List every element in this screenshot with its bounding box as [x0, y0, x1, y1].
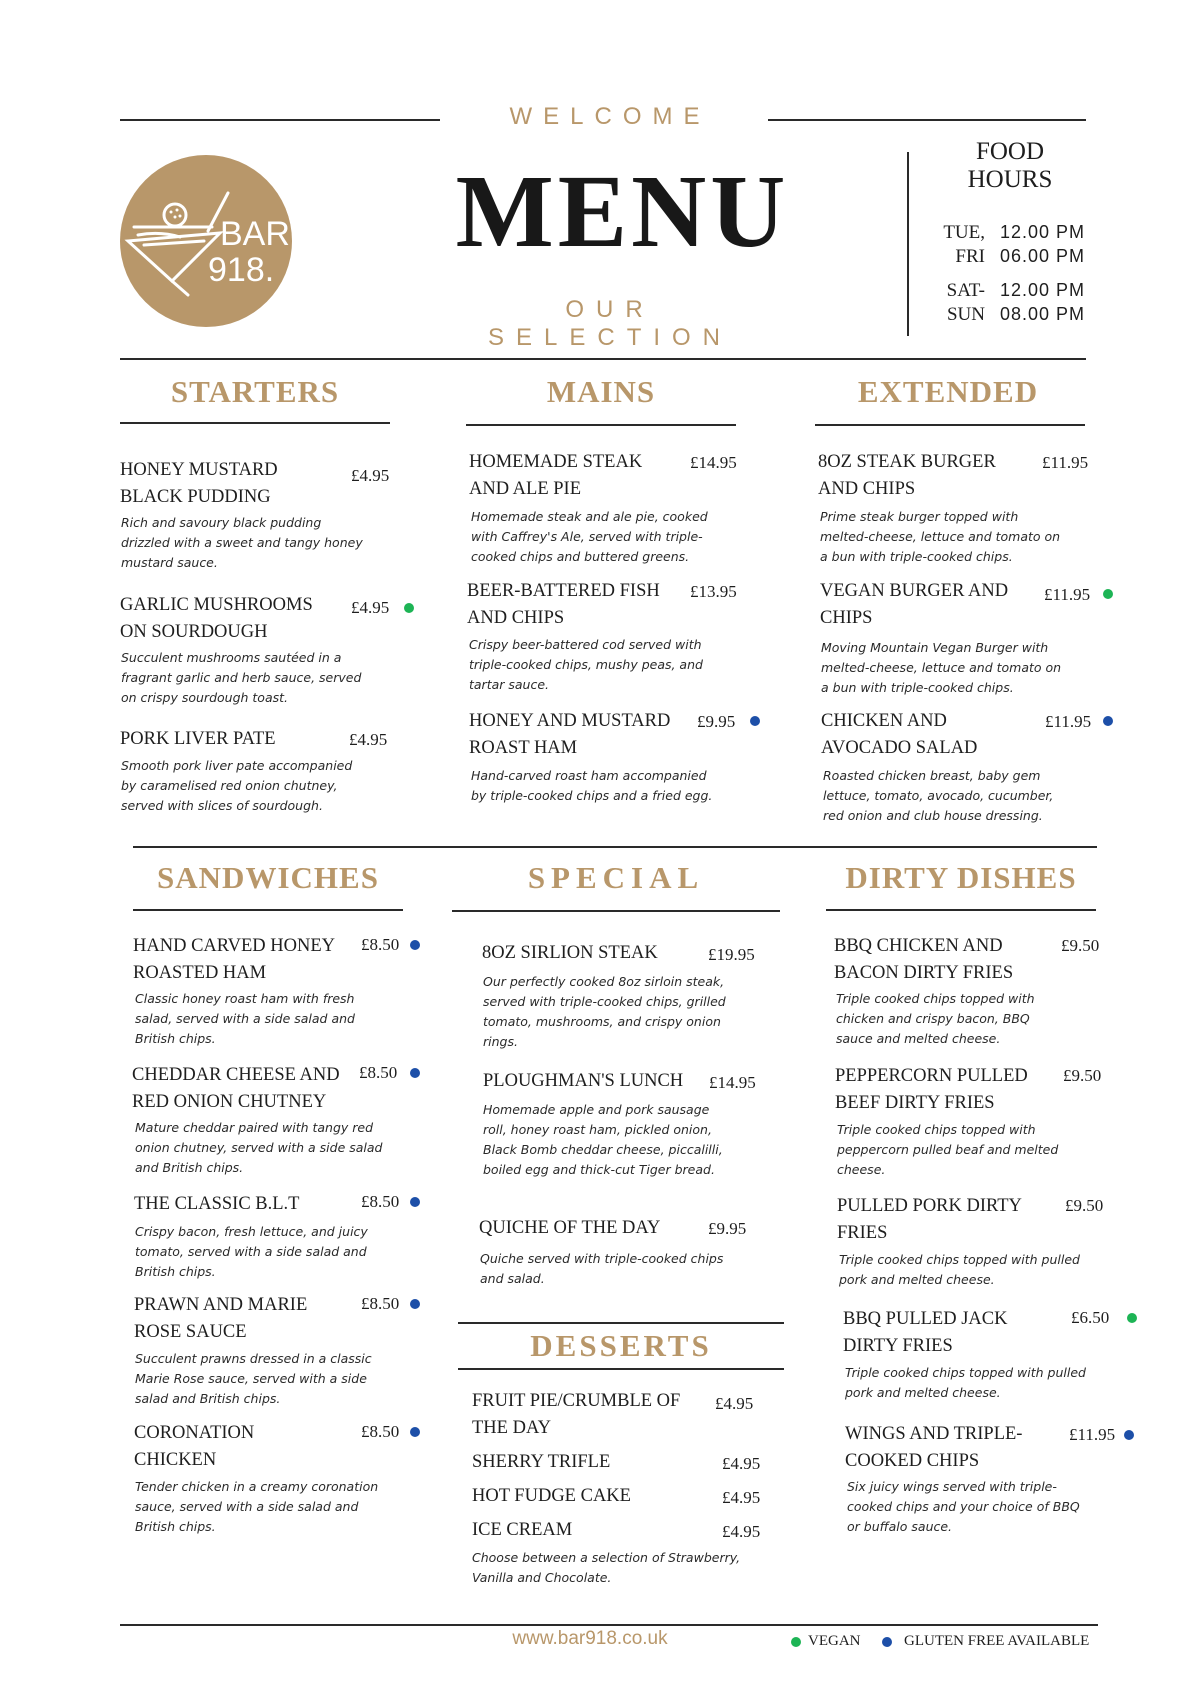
item-description: Crispy bacon, fresh lettuce, and juicy: [135, 1224, 368, 1239]
item-description: Mature cheddar paired with tangy red: [135, 1120, 374, 1135]
item-price: £4.95: [351, 466, 390, 485]
header-rule-left: [120, 119, 440, 121]
item-description: Succulent prawns dressed in a classic: [135, 1351, 372, 1366]
item-description: roll, honey roast ham, pickled onion,: [483, 1122, 712, 1137]
hours-day: TUE,: [943, 222, 985, 243]
item-description: a bun with triple-cooked chips.: [820, 549, 1013, 564]
item-price: £4.95: [715, 1394, 754, 1413]
gluten-free-marker: [410, 1068, 420, 1078]
item-description: Marie Rose sauce, served with a side: [135, 1371, 367, 1386]
item-name: ROSE SAUCE: [134, 1322, 247, 1342]
item-description: Crispy beer-battered cod served with: [469, 637, 702, 652]
item-price: £6.50: [1071, 1308, 1110, 1327]
item-name: CHEDDAR CHEESE AND: [132, 1065, 340, 1085]
item-description: triple-cooked chips, mushy peas, and: [469, 657, 703, 672]
item-description: British chips.: [135, 1031, 216, 1046]
hours-day: SAT-: [946, 280, 985, 301]
item-price: £9.50: [1063, 1066, 1102, 1085]
item-price: £9.95: [708, 1219, 747, 1238]
item-name: BBQ PULLED JACK: [843, 1309, 1008, 1329]
item-description: tomato, mushrooms, and crispy onion: [483, 1014, 721, 1029]
item-name: HONEY MUSTARD: [120, 460, 278, 480]
item-description: fragrant garlic and herb sauce, served: [121, 670, 362, 685]
item-description: pork and melted cheese.: [839, 1272, 995, 1287]
item-name: HOT FUDGE CAKE: [472, 1486, 631, 1506]
item-description: melted-cheese, lettuce and tomato on: [820, 529, 1061, 544]
item-description: Triple cooked chips topped with pulled: [845, 1365, 1086, 1380]
item-price: £14.95: [709, 1073, 756, 1092]
item-description: cheese.: [837, 1162, 886, 1177]
item-price: £8.50: [361, 1192, 400, 1211]
vegan-marker: [1127, 1313, 1137, 1323]
gluten-free-marker: [410, 940, 420, 950]
logo-text-918: 918.: [208, 251, 275, 289]
item-name: DIRTY FRIES: [843, 1336, 953, 1356]
item-description: Six juicy wings served with triple-: [847, 1479, 1057, 1494]
item-description: Classic honey roast ham with fresh: [135, 991, 355, 1006]
item-name: 8OZ STEAK BURGER: [818, 452, 996, 472]
item-description: drizzled with a sweet and tangy honey: [121, 535, 363, 550]
item-name: CHIPS: [820, 608, 873, 628]
section-title-starters: STARTERS: [170, 374, 340, 409]
item-name: THE DAY: [472, 1418, 551, 1438]
item-description: Homemade steak and ale pie, cooked: [471, 509, 708, 524]
section-rule: [466, 424, 736, 426]
item-price: £4.95: [722, 1454, 761, 1473]
hours-title: FOOD HOURS: [967, 138, 1053, 193]
item-name: BEER-BATTERED FISH: [467, 581, 660, 601]
item-description: mustard sauce.: [121, 555, 218, 570]
item-price: £4.95: [349, 730, 388, 749]
item-description: rings.: [483, 1034, 518, 1049]
item-name: CORONATION: [134, 1423, 255, 1443]
item-price: £11.95: [1045, 712, 1092, 731]
item-description: British chips.: [135, 1264, 216, 1279]
vegan-marker: [404, 603, 414, 613]
item-name: CHICKEN: [134, 1450, 217, 1470]
item-description: Quiche served with triple-cooked chips: [480, 1251, 724, 1266]
item-price: £8.50: [361, 1422, 400, 1441]
vegan-legend-label: VEGAN: [808, 1633, 861, 1649]
item-name: PEPPERCORN PULLED: [835, 1066, 1028, 1086]
hours-day: SUN: [946, 304, 985, 325]
item-name: FRUIT PIE/CRUMBLE OF: [472, 1391, 681, 1411]
footer-rule: [120, 1624, 1098, 1626]
item-price: £11.95: [1069, 1425, 1116, 1444]
item-description: by triple-cooked chips and a fried egg.: [471, 788, 713, 803]
website-link[interactable]: www.bar918.co.uk: [512, 1628, 668, 1649]
item-name: BLACK PUDDING: [120, 487, 271, 507]
item-name: BEEF DIRTY FRIES: [835, 1093, 995, 1113]
item-name: WINGS AND TRIPLE-: [845, 1424, 1023, 1444]
section-title-extended: EXTENDED: [857, 374, 1039, 409]
item-description: peppercorn pulled beaf and melted: [837, 1142, 1059, 1157]
item-description: cooked chips and your choice of BBQ: [847, 1499, 1080, 1514]
item-name: AVOCADO SALAD: [821, 738, 978, 758]
item-name: FRIES: [837, 1223, 888, 1243]
item-price: £11.95: [1042, 453, 1089, 472]
section-rule: [458, 1368, 784, 1370]
item-price: £11.95: [1044, 585, 1091, 604]
item-name: RED ONION CHUTNEY: [132, 1092, 327, 1112]
item-name: ON SOURDOUGH: [120, 622, 268, 642]
section-title-desserts: DESSERTS: [530, 1328, 712, 1363]
header-rule-right: [768, 119, 1086, 121]
item-price: £8.50: [361, 1294, 400, 1313]
vegan-marker: [1103, 589, 1113, 599]
gluten-free-marker: [1124, 1430, 1134, 1440]
item-description: boiled egg and thick-cut Tiger bread.: [483, 1162, 715, 1177]
item-price: £13.95: [690, 582, 737, 601]
item-description: Moving Mountain Vegan Burger with: [821, 640, 1049, 655]
item-name: VEGAN BURGER AND: [820, 581, 1009, 601]
item-description: salad, served with a side salad and: [135, 1011, 355, 1026]
gluten-free-legend-label: GLUTEN FREE AVAILABLE: [904, 1633, 1090, 1649]
item-price: £14.95: [690, 453, 737, 472]
section-rule: [133, 909, 403, 911]
item-name: PORK LIVER PATE: [120, 729, 276, 749]
item-name: BACON DIRTY FRIES: [834, 963, 1014, 983]
gluten-free-legend-marker: [882, 1637, 892, 1647]
subtitle: OUR SELECTION: [487, 296, 733, 351]
bar918-logo: [120, 155, 292, 327]
item-description: tartar sauce.: [469, 677, 550, 692]
item-name: HOMEMADE STEAK: [469, 452, 643, 472]
page-title: MENU: [455, 154, 790, 269]
item-description: by caramelised red onion chutney,: [121, 778, 338, 793]
item-description: Black Bomb cheddar cheese, piccalilli,: [483, 1142, 723, 1157]
item-description: served with slices of sourdough.: [121, 798, 323, 813]
item-description: chicken and crispy bacon, BBQ: [836, 1011, 1030, 1026]
gluten-free-marker: [750, 716, 760, 726]
section-rule: [120, 422, 390, 424]
item-name: HAND CARVED HONEY: [133, 936, 336, 956]
item-price: £4.95: [722, 1522, 761, 1541]
item-description: Triple cooked chips topped with: [837, 1122, 1036, 1137]
item-description: lettuce, tomato, avocado, cucumber,: [823, 788, 1054, 803]
item-name: PLOUGHMAN'S LUNCH: [483, 1071, 684, 1091]
item-name: PULLED PORK DIRTY: [837, 1196, 1022, 1216]
item-description: sauce and melted cheese.: [836, 1031, 1001, 1046]
item-description: a bun with triple-cooked chips.: [821, 680, 1014, 695]
item-name: GARLIC MUSHROOMS: [120, 595, 313, 615]
logo-text-bar: BAR: [220, 215, 290, 253]
item-name: PRAWN AND MARIE: [134, 1295, 308, 1315]
item-description: Triple cooked chips topped with: [836, 991, 1035, 1006]
item-description: sauce, served with a side salad and: [135, 1499, 359, 1514]
section-title-dirty-dishes: DIRTY DISHES: [845, 860, 1077, 895]
hours-time: 06.00 PM: [1000, 246, 1086, 266]
item-price: £9.50: [1065, 1196, 1104, 1215]
item-name: BBQ CHICKEN AND: [834, 936, 1003, 956]
hours-day: FRI: [955, 246, 985, 267]
item-description: Hand-carved roast ham accompanied: [471, 768, 707, 783]
item-description: tomato, served with a side salad and: [135, 1244, 367, 1259]
item-name: AND ALE PIE: [469, 479, 582, 499]
gluten-free-marker: [410, 1427, 420, 1437]
item-description: salad and British chips.: [135, 1391, 281, 1406]
item-description: pork and melted cheese.: [845, 1385, 1001, 1400]
item-description: Our perfectly cooked 8oz sirloin steak,: [483, 974, 725, 989]
gluten-free-marker: [410, 1299, 420, 1309]
item-description: onion chutney, served with a side salad: [135, 1140, 383, 1155]
item-name: HONEY AND MUSTARD: [469, 711, 671, 731]
section-title-sandwiches: SANDWICHES: [157, 860, 379, 895]
item-price: £4.95: [351, 598, 390, 617]
item-description: Triple cooked chips topped with pulled: [839, 1252, 1080, 1267]
item-price: £19.95: [708, 945, 755, 964]
item-description: Smooth pork liver pate accompanied: [121, 758, 353, 773]
item-name: COOKED CHIPS: [845, 1451, 980, 1471]
item-name: ICE CREAM: [472, 1520, 573, 1540]
item-name: CHICKEN AND: [821, 711, 947, 731]
item-name: 8OZ SIRLION STEAK: [482, 943, 658, 963]
item-price: £8.50: [361, 935, 400, 954]
vegan-legend-marker: [791, 1637, 801, 1647]
item-description: and salad.: [480, 1271, 545, 1286]
item-description: cooked chips and buttered greens.: [471, 549, 690, 564]
item-name: QUICHE OF THE DAY: [479, 1218, 661, 1238]
middle-rule: [133, 846, 1097, 848]
section-rule: [452, 910, 780, 912]
item-price: £4.95: [722, 1488, 761, 1507]
item-description: Vanilla and Chocolate.: [472, 1570, 612, 1585]
item-price: £9.95: [697, 712, 736, 731]
item-description: served with triple-cooked chips, grilled: [483, 994, 726, 1009]
gluten-free-marker: [1103, 716, 1113, 726]
section-rule: [826, 909, 1096, 911]
hours-time: 12.00 PM: [1000, 222, 1086, 242]
item-description: Succulent mushrooms sautéed in a: [121, 650, 342, 665]
item-name: THE CLASSIC B.L.T: [134, 1194, 300, 1214]
gluten-free-marker: [410, 1197, 420, 1207]
item-name: AND CHIPS: [467, 608, 565, 628]
item-price: £9.50: [1061, 936, 1100, 955]
hours-time: 08.00 PM: [1000, 304, 1086, 324]
item-description: on crispy sourdough toast.: [121, 690, 288, 705]
item-description: Homemade apple and pork sausage: [483, 1102, 710, 1117]
item-description: Tender chicken in a creamy coronation: [135, 1479, 379, 1494]
item-description: with Caffrey's Ale, served with triple-: [471, 529, 703, 544]
section-title-mains: MAINS: [546, 374, 656, 409]
item-name: SHERRY TRIFLE: [472, 1452, 611, 1472]
welcome-heading: WELCOME: [509, 103, 711, 130]
item-name: AND CHIPS: [818, 479, 916, 499]
header-bottom-rule: [120, 358, 1086, 360]
item-description: Prime steak burger topped with: [820, 509, 1019, 524]
item-description: Rich and savoury black pudding: [121, 515, 322, 530]
item-description: Roasted chicken breast, baby gem: [823, 768, 1041, 783]
item-description: Choose between a selection of Strawberry,: [472, 1550, 741, 1565]
hours-time: 12.00 PM: [1000, 280, 1086, 300]
item-name: ROAST HAM: [469, 738, 578, 758]
item-description: red onion and club house dressing.: [823, 808, 1043, 823]
item-description: melted-cheese, lettuce and tomato on: [821, 660, 1062, 675]
item-description: British chips.: [135, 1519, 216, 1534]
hours-divider: [907, 152, 909, 336]
section-rule: [458, 1322, 784, 1324]
section-rule: [815, 424, 1085, 426]
item-name: ROASTED HAM: [133, 963, 267, 983]
item-description: or buffalo sauce.: [847, 1519, 953, 1534]
section-title-special: SPECIAL: [527, 860, 705, 895]
item-price: £8.50: [359, 1063, 398, 1082]
item-description: and British chips.: [135, 1160, 244, 1175]
